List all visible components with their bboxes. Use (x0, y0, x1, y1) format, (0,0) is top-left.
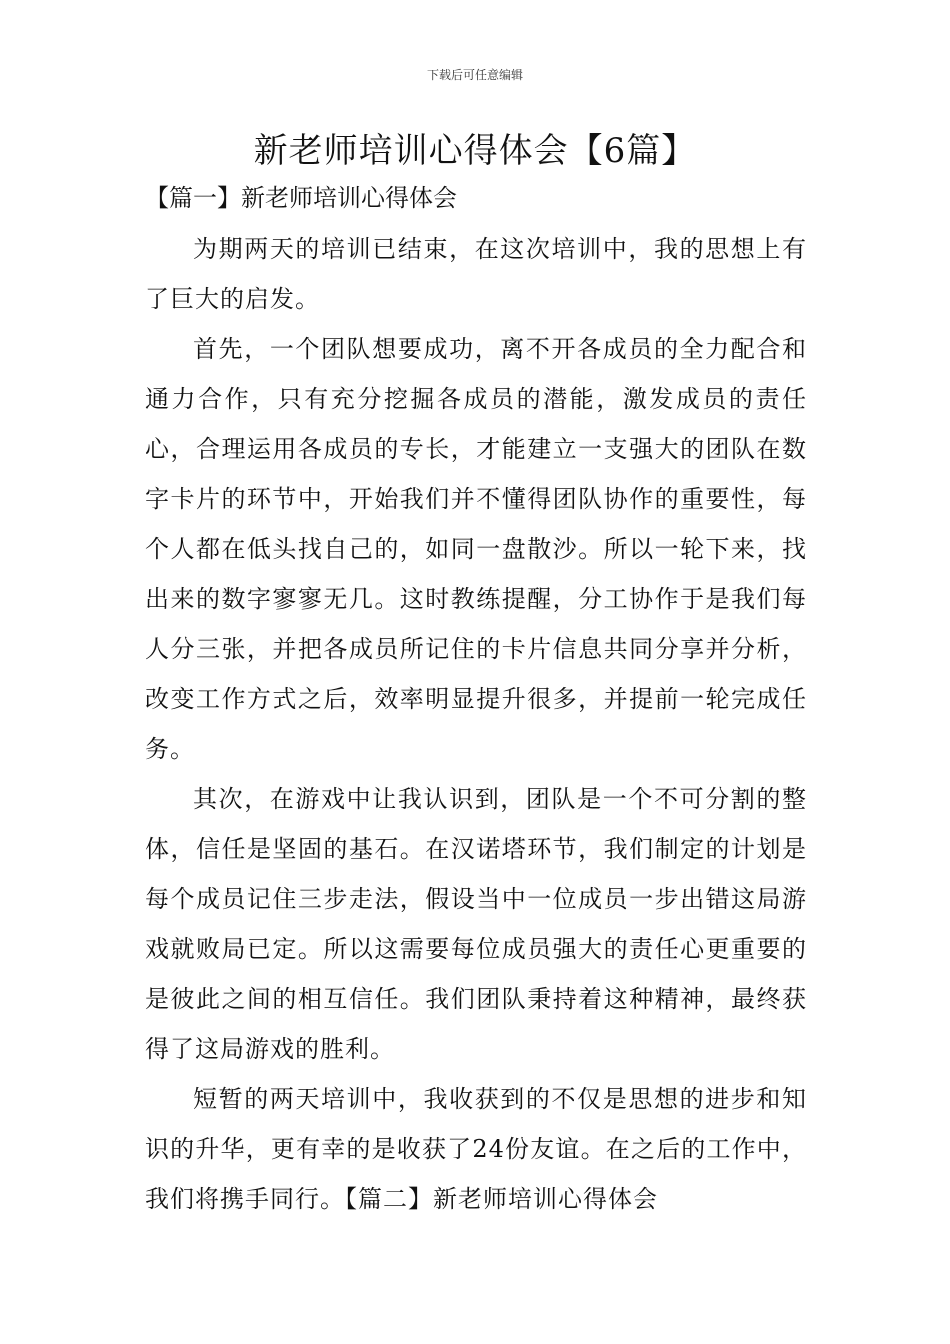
paragraph-2: 首先，一个团队想要成功，离不开各成员的全力配合和通力合作，只有充分挖掘各成员的潜能，激发成员的责任心，合理运用各成员的专长，才能建立一支强大的团队在数字卡片的环节中，开始我们并不懂得团队协作的重要性，每个人都在低头找自己的，如同一盘散沙。所以一轮下来，找出来的数字寥寥无几。这时教练提醒，分工协作于是我们每人分三张，并把各成员所记住的卡片信息共同分享并分析，改变工作方式之后，效率明显提升很多，并提前一轮完成任务。 (145, 335, 807, 763)
paragraph-1: 为期两天的培训已结束，在这次培训中，我的思想上有了巨大的启发。 (145, 235, 807, 313)
header-note: 下载后可任意编辑 (426, 68, 523, 82)
document-title: 新老师培训心得体会【6篇】 (253, 131, 697, 171)
paragraph-4: 短暂的两天培训中，我收获到的不仅是思想的进步和知识的升华，更有幸的是收获了24份友谊。在之后的工作中，我们将携手同行。【篇二】新老师培训心得体会 (145, 1085, 807, 1213)
section-heading: 【篇一】新老师培训心得体会 (145, 184, 457, 212)
paragraph-3: 其次，在游戏中让我认识到，团队是一个不可分割的整体，信任是坚固的基石。在汉诺塔环节，我们制定的计划是每个成员记住三步走法，假设当中一位成员一步出错这局游戏就败局已定。所以这需要每位成员强大的责任心更重要的是彼此之间的相互信任。我们团队秉持着这种精神，最终获得了这局游戏的胜利。 (145, 785, 807, 1063)
document-body (145, 224, 807, 1224)
